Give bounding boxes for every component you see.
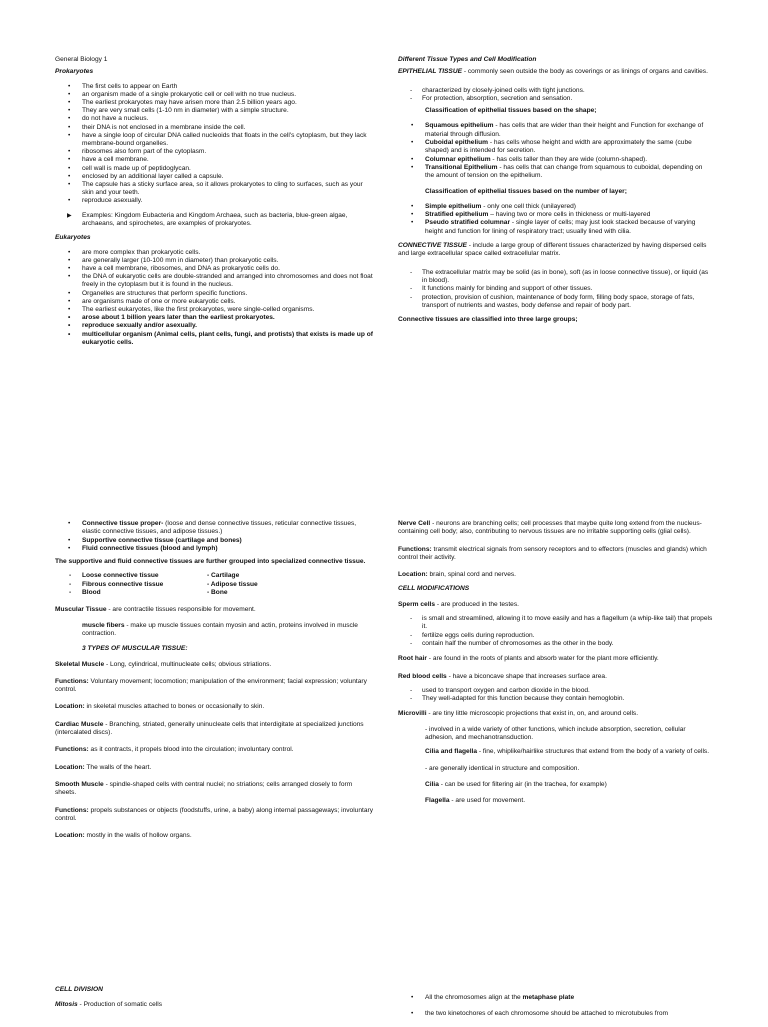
fibers-paragraph xyxy=(55,622,373,639)
class-layer-heading: Classification of epithelial tissues based on the number of layer; xyxy=(425,187,627,195)
prokaryote-item: • ribosomes also form part of the cytoplasm. xyxy=(55,148,373,156)
eukaryote-item: • the DNA of eukaryotic cells are double-stranded and arranged into chromosomes and does not float freely in the cytoplasm but it is found in the nucleus. xyxy=(55,273,373,289)
shape-list xyxy=(398,122,713,180)
metaphase-item-text: All the chromosomes align at the xyxy=(425,994,523,1001)
prokaryote-item: • their DNA is not enclosed in a membrane inside the cell. xyxy=(55,124,373,132)
muscular-paragraph xyxy=(55,606,373,614)
nerve-text: - neurons are branching cells; cell processes that maybe quite long extend from the nucleus-containing cell body; also, contributing to nervous tissues are no irritable supporting cells (glial cells). xyxy=(398,520,702,536)
cardiac-loc-label: Location: xyxy=(55,763,85,771)
metaphase-item-bold: metaphase plate xyxy=(522,994,575,1001)
prokaryotes-heading: Prokaryotes xyxy=(55,68,94,76)
prokaryote-item: • an organism made of a single prokaryotic cell or cell with no true nucleus. xyxy=(55,91,373,99)
rbc-text: - have a biconcave shape that increases surface area. xyxy=(446,672,607,680)
shape-item-label: Cuboidal epithelium xyxy=(425,139,489,147)
shape-item xyxy=(398,139,713,156)
prokaryote-item: • have a cell membrane. xyxy=(55,156,373,164)
eukaryote-item: • are organisms made of one or more eukaryotic cells. xyxy=(55,298,373,306)
page2-left-column xyxy=(55,520,373,844)
eukaryote-item: • reproduce sexually and/or asexually. xyxy=(55,322,373,330)
layer-item-text: - only one cell thick (unilayered) xyxy=(481,202,576,210)
prokaryote-item: • The capsule has a sticky surface area, so it allows prokaryotes to cling to surfaces, such as your skin and your teeth. xyxy=(55,181,373,197)
cardiac-loc-text: The walls of the heart. xyxy=(84,763,152,771)
microvilli-paragraph xyxy=(398,710,713,718)
shape-item-label: Columnar epithelium xyxy=(425,155,491,163)
prokaryote-item: • do not have a nucleus. xyxy=(55,115,373,123)
fibers-text: - make up muscle tissues contain myosin and actin, proteins involved in muscle contraction. xyxy=(82,621,358,637)
connective-type-item-label: Supportive connective tissue (cartilage and bones) xyxy=(82,536,242,544)
smooth-loc-text: mostly in the walls of hollow organs. xyxy=(84,832,192,840)
muscular-text: - are contractile tissues responsible for movement. xyxy=(106,606,256,614)
eukaryote-item: • have a cell membrane, ribosomes, and DNA as prokaryotic cells do. xyxy=(55,265,373,273)
smooth-loc-label: Location: xyxy=(55,832,85,840)
flagella-label: Flagella xyxy=(425,797,450,805)
epithelial-dash-item: - characterized by closely-joined cells with tight junctions. xyxy=(398,87,713,95)
shape-item-text: - has cells taller than they are wide (column-shaped). xyxy=(490,155,648,163)
page1-left-column xyxy=(55,56,373,347)
fibers-label: muscle fibers xyxy=(82,621,125,629)
connective-types-list xyxy=(55,520,373,553)
connective-dash-item: - protection, provision of cushion, maintenance of body form, filling body space, storage of fats, transport of nutrients and wastes, body defense and repair of body part. xyxy=(398,294,713,311)
cilia-flagella-text: - fine, whiplike/hairlike structures that extend from the body of a variety of cells. xyxy=(477,748,710,756)
cilia-label: Cilia xyxy=(425,780,439,788)
connective-type-item xyxy=(55,537,373,545)
eukaryotes-heading: Eukaryotes xyxy=(55,234,91,242)
connective-dash-item: - The extracellular matrix may be solid (as in bone), soft (as in loose connective tissue), or liquid (as in blood). xyxy=(398,269,713,286)
prokaryote-item: • They are very small cells (1-10 nm in diameter) with a simple structure. xyxy=(55,107,373,115)
prokaryote-item: • cell wall is made up of peptidoglycan. xyxy=(55,165,373,173)
shape-item-text: - has cells whose height and width are approximately the same (cube shaped) and is intended for secretion. xyxy=(425,139,692,155)
prokaryotes-examples-list xyxy=(55,212,373,229)
prokaryote-item: • The earliest prokaryotes may have arisen more than 2.5 billion years ago. xyxy=(55,99,373,107)
metaphase-item xyxy=(398,1010,713,1018)
eukaryote-item: • The earliest eukaryotes, like the first prokaryotes, were single-celled organisms. xyxy=(55,306,373,314)
mitosis-paragraph xyxy=(55,1001,373,1009)
cardiac-functions xyxy=(55,746,373,754)
sperm-text: - are produced in the testes. xyxy=(435,600,519,608)
identical-text: - are generally identical in structure and composition. xyxy=(425,764,580,772)
rbc-dash-list xyxy=(398,687,713,704)
specialized-tissue-grid xyxy=(55,572,373,597)
course-title: General Biology 1 xyxy=(55,56,108,63)
cilia-flagella-label: Cilia and flagella xyxy=(425,748,478,756)
page3-left-column xyxy=(55,986,373,1014)
connective-type-item-label: Fluid connective tissues (blood and lymph) xyxy=(82,544,218,552)
specialized-tissue-cell: - Bone xyxy=(207,589,228,597)
layer-item xyxy=(398,219,713,236)
layer-list xyxy=(398,203,713,236)
layer-item-label: Stratified epithelium xyxy=(425,211,489,219)
sperm-dash-list xyxy=(398,615,713,648)
shape-item xyxy=(398,156,713,164)
smooth-fn-text: propels substances or objects (foodstuffs, urine, a baby) along internal passageways; involuntary control. xyxy=(55,806,374,822)
types-heading: 3 TYPES OF MUSCULAR TISSUE: xyxy=(82,645,188,653)
skeletal-loc-text: in skeletal muscles attached to bones or occasionally to skin. xyxy=(84,703,265,711)
connective-paragraph xyxy=(398,242,713,259)
class-shape-heading: Classification of epithelial tissues based on the shape; xyxy=(425,107,597,115)
eukaryote-item: • multicellular organism (Animal cells, plant cells, fungi, and protists) that exists is made up of eukaryotic cells. xyxy=(55,331,373,347)
cardiac-location xyxy=(55,764,373,772)
nerve-loc-label: Location: xyxy=(398,571,428,579)
page3-right-column xyxy=(398,994,713,1027)
epithelial-label: EPITHELIAL TISSUE xyxy=(398,68,462,76)
skeletal-fn-label: Functions: xyxy=(55,677,89,685)
rbc-label: Red blood cells xyxy=(398,672,447,680)
shape-item-text: - has cells that can change from squamous to cuboidal, depending on the amount of tension on the epithelium. xyxy=(425,163,703,180)
prokaryotes-list xyxy=(55,83,373,206)
sperm-dash-item: - fertilize eggs cells during reproduction. xyxy=(398,632,713,640)
skeletal-loc-label: Location: xyxy=(55,703,85,711)
skeletal-text: - Long, cylindrical, multinucleate cells; obvious striations. xyxy=(104,660,272,668)
rbc-dash-item: - used to transport oxygen and carbon dioxide in the blood. xyxy=(398,687,713,695)
page1-right-column xyxy=(398,56,713,328)
eukaryote-item: • are more complex than prokaryotic cells. xyxy=(55,249,373,257)
shape-item xyxy=(398,164,713,181)
layer-item-label: Pseudo stratified columnar xyxy=(425,219,511,227)
flagella-paragraph xyxy=(398,797,713,805)
metaphase-list xyxy=(398,994,713,1019)
specialized-tissue-cell: - Cartilage xyxy=(207,572,240,580)
connective-label: CONNECTIVE TISSUE xyxy=(398,242,467,250)
flagella-text: - are used for movement. xyxy=(449,797,526,805)
nerve-location xyxy=(398,571,713,579)
connective-text: - include a large group of different tissues characterized by having dispersed cells and large extracellular space called extracellular matrix. xyxy=(398,242,707,258)
cardiac-text: - Branching, striated, generally uninucleate cells that interdigitate at specialized junctions (intercalated discs). xyxy=(55,720,364,737)
prokaryote-item: • reproduce asexually. xyxy=(55,197,373,205)
root-paragraph xyxy=(398,655,713,663)
specialized-tissue-cell: - Blood xyxy=(82,589,207,597)
prokaryotes-examples: ▶ Examples: Kingdom Eubacteria and Kingdom Archaea, such as bacteria, blue-green algae, archaeans, and spirochetes, are examples of prokaryotes. xyxy=(55,212,373,229)
eukaryote-item: • Organelles are structures that perform specific functions. xyxy=(55,290,373,298)
rbc-paragraph xyxy=(398,673,713,681)
smooth-fn-label: Functions: xyxy=(55,806,89,814)
muscular-label: Muscular Tissue xyxy=(55,606,107,614)
specialized-tissue-cell: - Adipose tissue xyxy=(207,580,258,588)
tissue-title: Different Tissue Types and Cell Modification xyxy=(398,56,537,63)
cell-division-heading: CELL DIVISION xyxy=(55,986,103,993)
epithelial-dash-list xyxy=(398,87,713,104)
smooth-label: Smooth Muscle xyxy=(55,780,104,788)
shape-item xyxy=(398,122,713,139)
cilia-paragraph xyxy=(398,781,713,789)
eukaryote-item: • arose about 1 billion years later than the earliest prokaryotes. xyxy=(55,314,373,322)
skeletal-label: Skeletal Muscle xyxy=(55,660,105,668)
layer-item xyxy=(398,211,713,219)
smooth-paragraph xyxy=(55,781,373,798)
layer-item-text: – having two or more cells in thickness or multi-layered xyxy=(488,211,651,219)
eukaryotes-list xyxy=(55,249,373,347)
prokaryote-item: • enclosed by an additional layer called a capsule. xyxy=(55,173,373,181)
cardiac-label: Cardiac Muscle xyxy=(55,720,104,728)
microvilli-sub: - involved in a wide variety of other functions, which include absorption, secretion, cellular adhesion, and mechanotransduction. xyxy=(425,725,686,742)
cilia-text: - can be used for filtering air (in the trachea, for example) xyxy=(438,780,607,788)
connective-dash-item: - It functions mainly for binding and support of other tissues. xyxy=(398,285,713,293)
microvilli-text: - are tiny little microscopic projections that exist in, on, and around cells. xyxy=(426,710,639,718)
nerve-loc-text: brain, spinal cord and nerves. xyxy=(427,571,517,579)
smooth-text: - spindle-shaped cells with central nuclei; no striations; cells arranged closely to form sheets. xyxy=(55,780,353,797)
shape-item-label: Squamous epithelium xyxy=(425,122,494,130)
skeletal-functions xyxy=(55,678,373,695)
layer-item-text: - single layer of cells; may just look stacked because of varying height and function for lining of respiratory tract; usually lined with cilia. xyxy=(425,219,696,235)
sperm-dash-item: - contain half the number of chromosomes as the other in the body. xyxy=(398,640,713,648)
connective-type-item-text: (loose and dense connective tissues, reticular connective tissues, elastic connective tissues, and adipose tissues.) xyxy=(82,520,357,536)
smooth-functions xyxy=(55,807,373,824)
rbc-dash-item: - They well-adapted for this function because they contain hemoglobin. xyxy=(398,695,713,703)
root-text: - are found in the roots of plants and absorb water for the plant more efficiently. xyxy=(426,655,659,663)
metaphase-item xyxy=(398,994,713,1002)
mitosis-text: - Production of somatic cells xyxy=(77,1001,163,1009)
epithelial-text: - commonly seen outside the body as coverings or as linings of organs and cavities. xyxy=(462,68,708,76)
shape-item-text: - has cells that are wider than their height and Function for exchange of material through diffusion. xyxy=(425,122,704,138)
connective-type-item xyxy=(55,520,373,537)
epithelial-paragraph xyxy=(398,68,713,76)
nerve-label: Nerve Cell xyxy=(398,520,431,527)
shape-item-label: Transitional Epithelium xyxy=(425,163,498,171)
smooth-location xyxy=(55,832,373,840)
cardiac-fn-text: as it contracts, it propels blood into the circulation; involuntary control. xyxy=(88,746,294,754)
cardiac-fn-label: Functions: xyxy=(55,746,89,754)
layer-item-label: Simple epithelium xyxy=(425,202,482,210)
nerve-paragraph xyxy=(398,520,713,537)
microvilli-label: Microvilli xyxy=(398,710,427,718)
metaphase-item-text: the two kinetochores of each chromosome should be attached to microtubules from xyxy=(425,1010,668,1018)
connective-type-item-label: Connective tissue proper- xyxy=(82,520,164,527)
nerve-fn-text: transmit electrical signals from sensory receptors and to effectors (muscles and glands) which control their activity. xyxy=(398,545,707,561)
skeletal-location xyxy=(55,703,373,711)
connective-groups: Connective tissues are classified into three large groups; xyxy=(398,316,578,324)
prokaryote-item: • The first cells to appear on Earth xyxy=(55,83,373,91)
cell-modifications-heading: CELL MODIFICATIONS xyxy=(398,585,470,593)
cilia-flagella-paragraph xyxy=(398,748,713,756)
prokaryote-item: • have a single loop of circular DNA called nucleoids that floats in the cell's cytoplasm, but they lack membrane-bound organelles. xyxy=(55,132,373,148)
eukaryote-item: • are generally larger (10-100 mm in diameter) than prokaryotic cells. xyxy=(55,257,373,265)
cardiac-paragraph xyxy=(55,721,373,738)
skeletal-paragraph xyxy=(55,661,373,669)
root-label: Root hair xyxy=(398,655,427,663)
grouped-text: The supportive and fluid connective tissues are further grouped into specialized connective tissue. xyxy=(55,558,366,566)
sperm-paragraph xyxy=(398,601,713,609)
sperm-label: Sperm cells xyxy=(398,600,436,608)
epithelial-dash-item: - For protection, absorption, secretion and sensation. xyxy=(398,95,713,103)
sperm-dash-item: - is small and streamlined, allowing it to move easily and has a flagellum (a whip-like tail) that propels it. xyxy=(398,615,713,632)
layer-item xyxy=(398,203,713,211)
connective-dash-list xyxy=(398,269,713,310)
specialized-tissue-cell: - Loose connective tissue xyxy=(82,572,207,580)
mitosis-label: Mitosis xyxy=(55,1001,78,1009)
skeletal-fn-text: Voluntary movement; locomotion; manipulation of the environment; facial expression; voluntary control. xyxy=(55,677,367,694)
nerve-fn-label: Functions: xyxy=(398,545,432,553)
page2-right-column xyxy=(398,520,713,810)
specialized-tissue-cell: - Fibrous connective tissue xyxy=(82,581,207,589)
connective-type-item xyxy=(55,545,373,553)
nerve-functions xyxy=(398,546,713,563)
